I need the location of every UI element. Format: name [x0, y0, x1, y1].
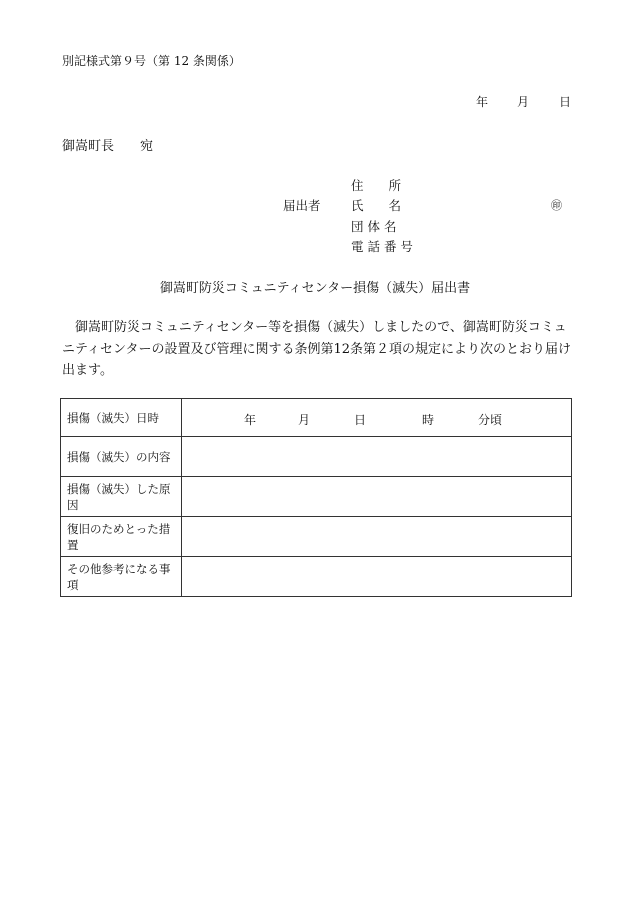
row-label: その他参考になる事項 — [61, 557, 182, 597]
document-body: 御嵩町防災コミュニティセンター等を損傷（滅失）しましたので、御嵩町防災コミュニティセンターの設置及び管理に関する条例第12条第２項の規定により次のとおり届け出ます。 — [62, 320, 571, 378]
row-label: 損傷（滅失）の内容 — [61, 437, 182, 477]
datetime-year: 年 — [244, 413, 257, 427]
row-label: 損傷（滅失）日時 — [61, 399, 182, 437]
measures-cell[interactable] — [182, 517, 572, 557]
document-title: 御嵩町防災コミュニティセンター損傷（滅失）届出書 — [159, 281, 471, 296]
datetime-hour: 時 — [422, 413, 435, 427]
datetime-day: 日 — [354, 413, 367, 427]
report-table — [60, 398, 572, 597]
datetime-month: 月 — [298, 413, 311, 427]
date-day: 日 — [559, 95, 572, 109]
row-label: 損傷（滅失）した原因 — [61, 477, 182, 517]
addressee: 御嵩町長 宛 — [62, 139, 154, 154]
table-row — [61, 477, 572, 517]
name-label: 氏 名 — [351, 198, 402, 213]
address-label: 住 所 — [351, 178, 402, 193]
cause-cell[interactable] — [182, 477, 572, 517]
seal-icon: ㊞ — [551, 199, 562, 212]
other-notes-cell[interactable] — [182, 557, 572, 597]
form-reference: 別記様式第９号（第 12 条関係） — [62, 54, 241, 68]
row-label: 復旧のためとった措置 — [61, 517, 182, 557]
content-cell[interactable] — [182, 437, 572, 477]
date-month: 月 — [517, 95, 530, 109]
date-year: 年 — [476, 95, 489, 109]
table-row — [61, 437, 572, 477]
datetime-cell[interactable] — [182, 399, 572, 437]
group-name-label: 団 体 名 — [351, 219, 397, 234]
table-row — [61, 557, 572, 597]
table-row — [61, 517, 572, 557]
table-row — [61, 399, 572, 437]
datetime-minute: 分頃 — [478, 413, 503, 427]
notifier-label: 届出者 — [283, 198, 321, 213]
phone-label: 電 話 番 号 — [351, 239, 413, 254]
